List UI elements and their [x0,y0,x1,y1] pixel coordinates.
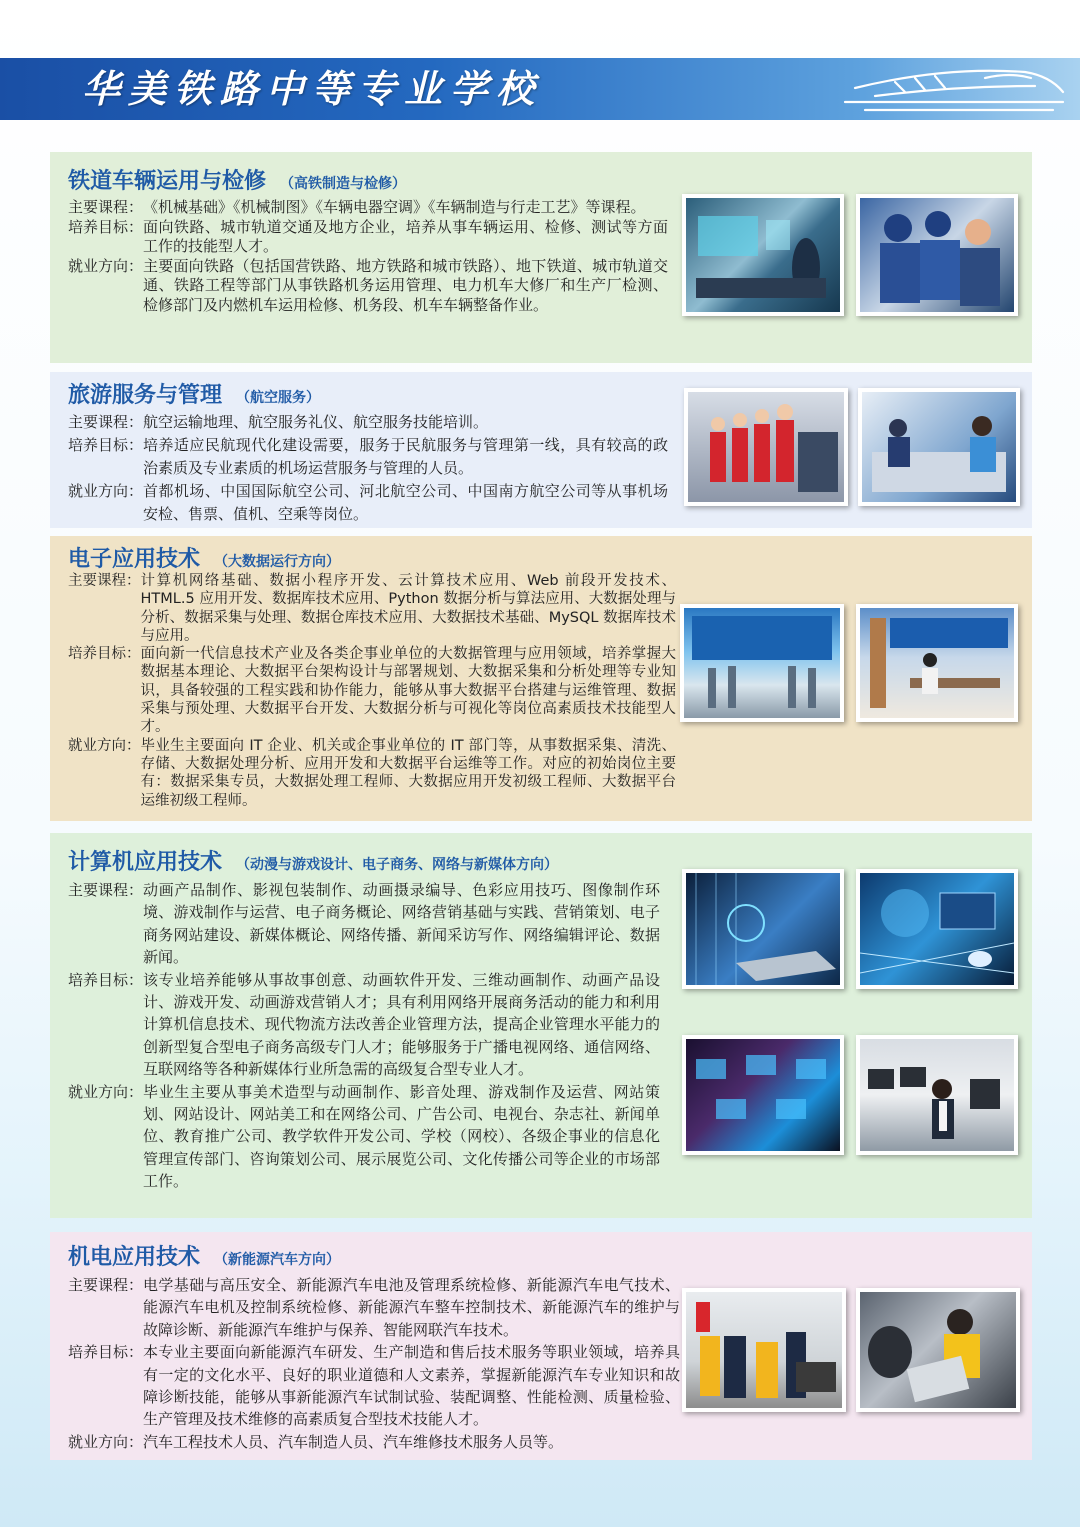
photo-network-laptop [856,869,1018,989]
row-employment [68,257,668,316]
row-courses [68,879,660,969]
section-title [68,378,320,409]
header-banner [0,58,1080,120]
section-computer [50,833,1032,1218]
row-courses [68,572,676,645]
row-text: 汽车工程技术人员、汽车制造人员、汽车维修技术服务人员等。 [143,1432,564,1451]
row-courses [68,411,668,434]
row-employment [68,480,668,526]
photo-esports [682,1035,844,1155]
photo-bigdata-screen [680,604,844,722]
photo-server-laptop [682,869,844,989]
row-label: 主要课程： [68,198,144,216]
photo-train-maintenance [856,194,1018,316]
row-text: 面向新一代信息技术产业及各类企事业单位的大数据管理与应用领域，培养掌握大数据基本理论、大数据平台架构设计与部署规划、大数据采集和分析处理等专业知识，具备较强的工程实践和协作能力，能够从事大数据平台搭建与运维管理、数据采集与预处理、大数据平台开发、大数据分析与可视化等岗位高素质技术技能型人才。 [140,646,676,736]
section-subtitle: （航空服务） [236,390,321,406]
school-title: 华美铁路中等专业学校 [82,66,543,111]
row-text: 动画产品制作、影视包装制作、动画摄录编导、色彩应用技巧、图像制作环境、游戏制作与运营、电子商务概论、网络营销基础与实践、营销策划、电子商务网站建设、新媒体概论、网络传播、新闻采访写作、网络编辑评论、数据新闻。 [143,881,660,967]
row-label: 培养目标： [68,970,144,989]
row-text: 计算机网络基础、数据小程序开发、云计算技术应用、Web 前段开发技术、HTML.5 应用开发、数据库技术应用、Python 数据分析与算法应用、大数据处理与分析、数据采集与处理、数据仓库技术应用、大数据技术基础、MySQL 数据库技术与应用。 [140,573,676,644]
row-label: 就业方向： [68,482,144,500]
photo-computer-lab [856,1035,1018,1155]
row-label: 培养目标： [68,1343,144,1362]
section-rail-vehicle [50,152,1032,363]
row-label: 主要课程： [68,881,144,899]
row-label: 就业方向： [68,1432,144,1451]
section-title [68,845,558,876]
row-label: 就业方向： [68,737,141,754]
row-text: 电学基础与高压安全、新能源汽车电池及管理系统检修、新能源汽车电气技术、能源汽车电机及控制系统检修、新能源汽车整车控制技术、新能源汽车的维护与故障诊断、新能源汽车维护与保养、智能网联汽车技术。 [143,1276,680,1339]
row-text: 首都机场、中国国际航空公司、河北航空公司、中国南方航空公司等从事机场安检、售票、值机、空乘等岗位。 [143,482,668,523]
photo-airport-counter [858,388,1020,506]
row-goals [68,1341,680,1431]
row-courses [68,198,668,218]
row-goals [68,434,668,480]
section-electronics [50,536,1032,821]
photo-flight-attendants [684,388,848,506]
section-title [68,542,340,573]
row-label: 就业方向： [68,1082,144,1101]
photo-train-cab [682,194,844,316]
section-title-text: 计算机应用技术 [68,850,223,875]
section-title-text: 铁道车辆运用与检修 [68,169,267,194]
row-text: 毕业生主要面向 IT 企业、机关或企事业单位的 IT 部门等，从事数据采集、清洗、存储、大数据处理分析、应用开发和大数据平台运维等工作。对应的初始岗位主要有：数据采集专员，大数据处理工程师、大数据应用开发初级工程师、大数据平台运维初级工程师。 [140,737,676,809]
row-goals [68,969,660,1081]
section-subtitle: （大数据运行方向） [214,554,341,570]
row-text: 面向铁路、城市轨道交通及地方企业，培养从事车辆运用、检修、测试等方面工作的技能型人才。 [143,217,668,255]
row-text: 《机械基础》《机械制图》《车辆电器空调》《车辆制造与行走工艺》等课程。 [143,198,646,216]
section-tourism [50,372,1032,528]
row-text: 航空运输地理、航空服务礼仪、航空服务技能培训。 [143,413,489,431]
section-rows [68,1274,680,1453]
row-employment [68,1431,680,1453]
row-employment [68,1081,660,1193]
row-label: 就业方向： [68,256,144,275]
row-label: 培养目标： [68,436,144,454]
section-title-text: 旅游服务与管理 [68,383,223,408]
section-rows [68,198,668,315]
row-text: 本专业主要面向新能源汽车研发、生产制造和售后技术服务等职业领域，培养具有一定的文化水平、良好的职业道德和人文素养，掌握新能源汽车专业知识和故障诊断技能，能够从事新能源汽车试制试验、装配调整、性能检测、质量检验、生产管理及技术维修的高素质复合型技术技能人才。 [143,1343,680,1429]
photo-ev-training [682,1288,846,1412]
photo-data-lab [856,604,1018,722]
photo-ev-diagnosis [856,1288,1020,1412]
train-logo [835,58,1070,120]
row-label: 主要课程： [68,413,144,431]
section-subtitle: （动漫与游戏设计、电子商务、网络与新媒体方向） [236,857,559,873]
section-rows [68,879,660,1193]
row-goals [68,645,676,736]
row-label: 培养目标： [68,217,144,236]
row-label: 主要课程： [68,573,141,589]
section-title [68,1240,340,1271]
section-rows [68,572,676,810]
row-employment [68,737,676,810]
row-courses [68,1274,680,1341]
section-title-text: 机电应用技术 [68,1245,201,1270]
row-label: 主要课程： [68,1276,144,1294]
section-title [68,164,406,195]
section-mechatronics [50,1232,1032,1460]
row-text: 该专业培养能够从事故事创意、动画软件开发、三维动画制作、动画产品设计、游戏开发、动画游戏营销人才；具有利用网络开展商务活动的能力和利用计算机信息技术、现代物流方法改善企业管理方法，提高企业管理水平能力的创新型复合型电子商务高级专门人才；能够服务于广播电视网络、通信网络、互联网络等各种新媒体行业所急需的高级复合型专业人才。 [143,970,660,1079]
section-title-text: 电子应用技术 [68,547,201,572]
row-text: 毕业生主要从事美术造型与动画制作、影音处理、游戏制作及运营、网站策划、网站设计、网站美工和在网络公司、广告公司、电视台、杂志社、新闻单位、教育推广公司、教学软件开发公司、学校（网校）、各级企事业的信息化管理宣传部门、咨询策划公司、展示展览公司、文化传播公司等企业的市场部工作。 [143,1082,660,1191]
section-subtitle: （新能源汽车方向） [214,1252,341,1268]
row-text: 主要面向铁路（包括国营铁路、地方铁路和城市铁路）、地下铁道、城市轨道交通、铁路工程等部门从事铁路机务运用管理、电力机车大修厂和生产厂检测、检修部门及内燃机车运用检修、机务段、机车车辆整备作业。 [143,256,668,314]
row-label: 培养目标： [68,646,141,663]
section-subtitle: （高铁制造与检修） [280,176,407,192]
row-goals [68,218,668,257]
row-text: 培养适应民航现代化建设需要，服务于民航服务与管理第一线，具有较高的政治素质及专业素质的机场运营服务与管理的人员。 [143,436,668,477]
section-rows [68,411,668,526]
